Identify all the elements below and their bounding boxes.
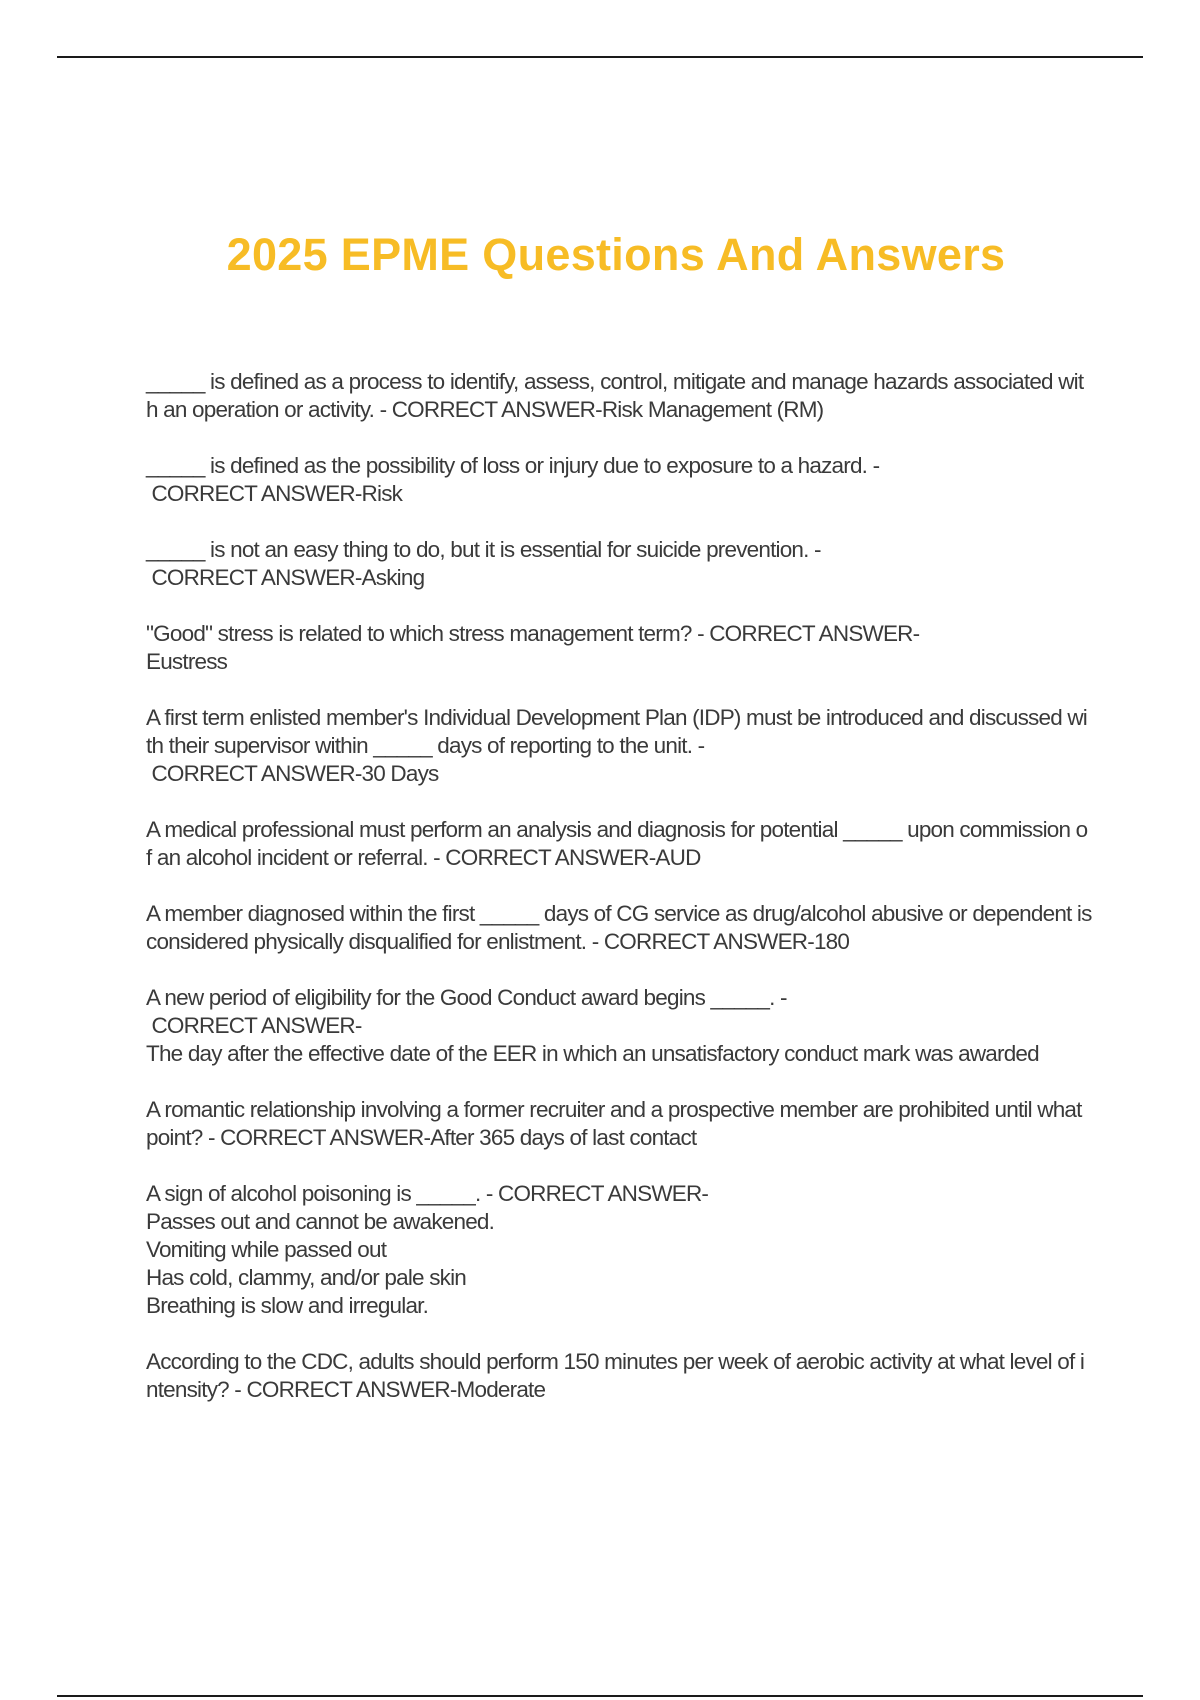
qa-item bbox=[146, 620, 1092, 676]
qa-item bbox=[146, 900, 1098, 956]
qa-item bbox=[146, 984, 1092, 1068]
qa-list bbox=[146, 368, 1098, 1432]
qa-item bbox=[146, 816, 1092, 872]
qa-text: _____ is defined as the possibility of loss or injury due to exposure to a hazard. - bbox=[146, 453, 880, 478]
qa-answer: CORRECT ANSWER-30 Days bbox=[146, 761, 439, 786]
qa-text: A romantic relationship involving a former recruiter and a prospective member are prohibited until what point? - CORRECT ANSWER-After 365 days of last contact bbox=[146, 1097, 1088, 1150]
qa-text: A new period of eligibility for the Good Conduct award begins _____. - bbox=[146, 985, 787, 1010]
qa-text: A sign of alcohol poisoning is _____. - CORRECT ANSWER- bbox=[146, 1181, 709, 1206]
qa-answer-detail: Has cold, clammy, and/or pale skin bbox=[146, 1265, 467, 1290]
qa-text: A medical professional must perform an analysis and diagnosis for potential _____ upon commission of an alcohol incident or referral. - CORRECT ANSWER-AUD bbox=[146, 817, 1088, 870]
qa-item bbox=[146, 1348, 1092, 1404]
qa-answer-detail: Vomiting while passed out bbox=[146, 1237, 387, 1262]
qa-answer: Eustress bbox=[146, 649, 228, 674]
qa-item bbox=[146, 704, 1092, 788]
bottom-rule bbox=[57, 1695, 1143, 1697]
qa-item bbox=[146, 536, 1092, 592]
qa-item bbox=[146, 1096, 1092, 1152]
qa-item bbox=[146, 452, 1092, 508]
qa-item bbox=[146, 368, 1092, 424]
qa-answer: CORRECT ANSWER-Risk bbox=[146, 481, 403, 506]
qa-text: A member diagnosed within the first _____ days of CG service as drug/alcohol abusive or dependent is considered physically disqualified for enlistment. - CORRECT ANSWER-180 bbox=[146, 901, 1098, 954]
qa-item bbox=[146, 1180, 1092, 1320]
qa-answer-detail: Breathing is slow and irregular. bbox=[146, 1293, 429, 1318]
qa-text: A first term enlisted member's Individual Development Plan (IDP) must be introduced and discussed with their supervisor within _____ days of reporting to the unit. - bbox=[146, 705, 1088, 758]
top-rule bbox=[57, 56, 1143, 58]
qa-text: _____ is defined as a process to identify, assess, control, mitigate and manage hazards associated with an operation or activity. - CORRECT ANSWER-Risk Management (RM) bbox=[146, 369, 1084, 422]
document-title: 2025 EPME Questions And Answers bbox=[226, 229, 1006, 280]
qa-answer: CORRECT ANSWER- bbox=[146, 1013, 362, 1038]
qa-answer: CORRECT ANSWER-Asking bbox=[146, 565, 425, 590]
qa-text: _____ is not an easy thing to do, but it is essential for suicide prevention. - bbox=[146, 537, 821, 562]
qa-text: According to the CDC, adults should perform 150 minutes per week of aerobic activity at what level of intensity? - CORRECT ANSWER-Moderate bbox=[146, 1349, 1085, 1402]
qa-answer-detail: Passes out and cannot be awakened. bbox=[146, 1209, 495, 1234]
qa-text: "Good" stress is related to which stress management term? - CORRECT ANSWER- bbox=[146, 621, 920, 646]
qa-answer-detail: The day after the effective date of the EER in which an unsatisfactory conduct mark was awarded bbox=[146, 1041, 1039, 1066]
